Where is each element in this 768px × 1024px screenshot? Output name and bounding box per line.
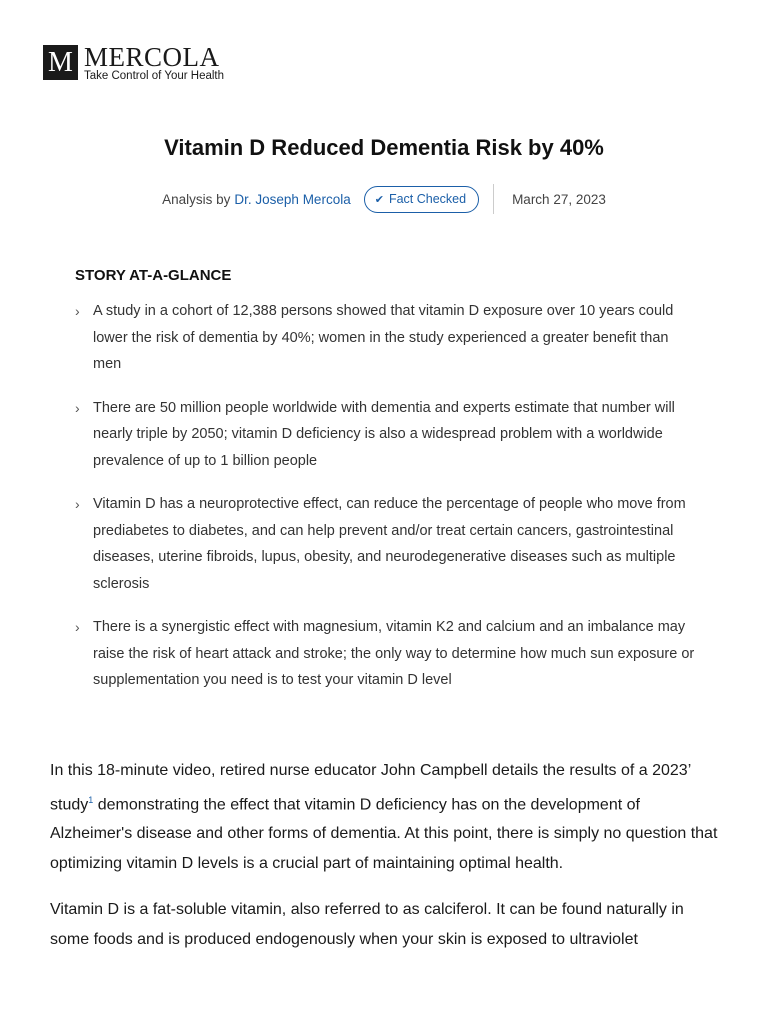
chevron-right-icon: › xyxy=(75,496,80,512)
body-paragraph-text: demonstrating the effect that vitamin D deficiency has on the development of Alzheimer's disease and other forms of dementia. At this point, there is simply no question that optimizing vitamin D levels is a crucial part of maintaining optimal health. xyxy=(50,795,718,872)
footnote-reference[interactable]: 1 xyxy=(88,794,94,805)
chevron-right-icon: › xyxy=(75,619,80,635)
mercola-logo[interactable] xyxy=(43,42,225,82)
chevron-right-icon: › xyxy=(75,303,80,319)
author-link[interactable]: Dr. Joseph Mercola xyxy=(234,191,351,207)
glance-item xyxy=(75,298,695,378)
glance-item-text: A study in a cohort of 12,388 persons showed that vitamin D exposure over 10 years could lower the risk of dementia by 40%; women in the study experienced a greater benefit than men xyxy=(93,303,674,372)
body-paragraph-text: In this 18-minute video, retired nurse educator John Campbell details the results of a 2023’ study xyxy=(50,762,691,813)
article-byline xyxy=(0,184,768,214)
glance-heading: STORY AT-A-GLANCE xyxy=(75,267,232,284)
story-at-a-glance xyxy=(75,267,695,711)
glance-item-text: There are 50 million people worldwide with dementia and experts estimate that number will nearly triple by 2050; vitamin D deficiency is also a widespread problem with a worldwide prevalence of up to 1 billion people xyxy=(93,399,675,469)
fact-checked-label: Fact Checked xyxy=(388,192,467,206)
glance-item xyxy=(75,614,695,694)
logo-text xyxy=(84,42,225,82)
glance-item-text: Vitamin D has a neuroprotective effect, can reduce the percentage of people who move from prediabetes to diabetes, and can help prevent and/or treat certain cancers, gastrointestinal diseases, uterine fibroids, lupus, obesity, and neurodegenerative diseases such as multiple sclerosis xyxy=(93,496,686,592)
fact-checked-badge[interactable] xyxy=(364,186,479,213)
glance-item xyxy=(75,395,695,475)
body-paragraph: Vitamin D is a fat-soluble vitamin, also referred to as calciferol. It can be found naturally in some foods and is produced endogenously when your skin is exposed to ultraviolet xyxy=(50,901,684,948)
byline-prefix: Analysis by xyxy=(162,191,231,207)
glance-item-text: There is a synergistic effect with magnesium, vitamin K2 and calcium and an imbalance may raise the risk of heart attack and stroke; the only way to determine how much sun exposure or supplementation you need is to test your vitamin D level xyxy=(93,619,695,688)
article-title: Vitamin D Reduced Dementia Risk by 40% xyxy=(164,135,604,160)
byline-divider xyxy=(493,184,494,214)
glance-item xyxy=(75,491,695,597)
logo-mark: M xyxy=(43,45,78,80)
check-icon: ✔ xyxy=(374,193,384,206)
logo-name: MERCOLA xyxy=(84,42,220,72)
article-body xyxy=(50,756,720,971)
glance-list xyxy=(75,298,695,694)
body-paragraph xyxy=(50,756,720,878)
publish-date: March 27, 2023 xyxy=(512,191,606,207)
chevron-right-icon: › xyxy=(75,399,80,416)
logo-tagline: Take Control of Your Health xyxy=(84,70,225,82)
